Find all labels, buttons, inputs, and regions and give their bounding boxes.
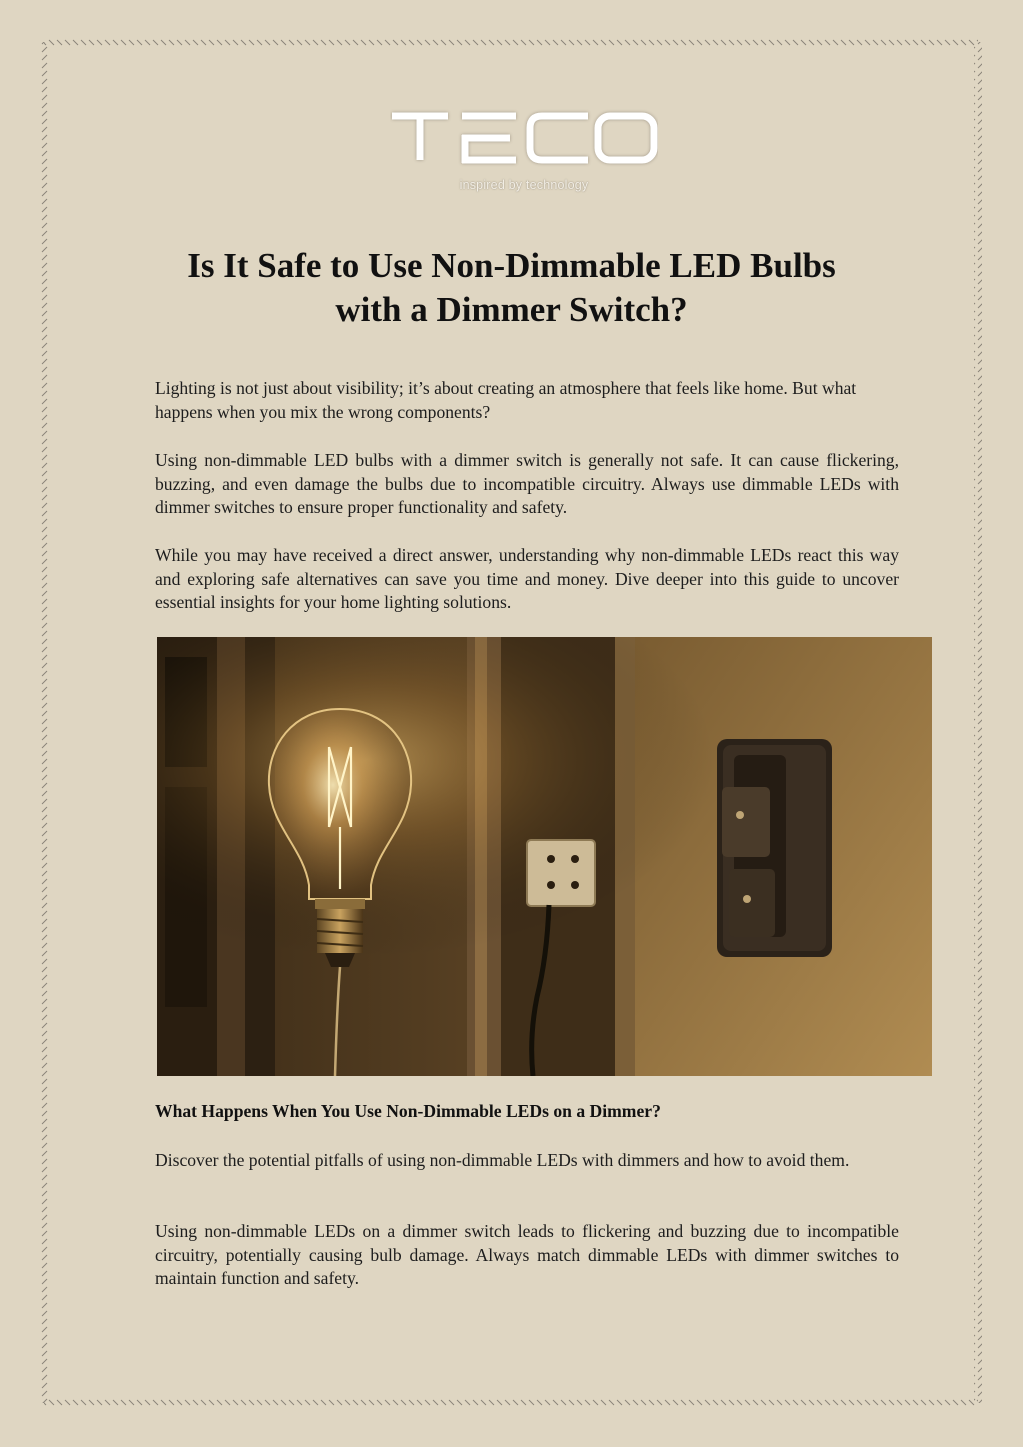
brand-tagline: inspired by technology — [459, 178, 589, 192]
page-title-line-2: with a Dimmer Switch? — [335, 290, 688, 329]
page-title-line-1: Is It Safe to Use Non-Dimmable LED Bulbs — [187, 246, 836, 285]
answer-paragraph: Using non-dimmable LED bulbs with a dimmer switch is generally not safe. It can cause flickering, buzzing, and even damage the bulbs due to incompatible circuitry. Always use dimmable LEDs with dimmer switches to ensure proper functionality and safety. — [155, 450, 899, 517]
section-heading: What Happens When You Use Non-Dimmable LEDs on a Dimmer? — [155, 1101, 661, 1121]
bulb-and-dimmer-photo — [157, 637, 932, 1076]
section-body-paragraph: Using non-dimmable LEDs on a dimmer switch leads to flickering and buzzing due to incompatible circuitry, potentially causing bulb damage. Always match dimmable LEDs with dimmer switches to maintain function and safety. — [155, 1221, 899, 1288]
intro-paragraph: Lighting is not just about visibility; it’s about creating an atmosphere that feels like home. But what happens when you mix the wrong components? — [155, 378, 857, 422]
section-intro-paragraph: Discover the potential pitfalls of using non-dimmable LEDs with dimmers and how to avoid them. — [155, 1150, 850, 1170]
deeper-paragraph: While you may have received a direct answer, understanding why non-dimmable LEDs react this way and exploring safe alternatives can save you time and money. Dive deeper into this guide to uncover essential insights for your home lighting solutions. — [155, 545, 899, 612]
page-title — [110, 244, 913, 332]
